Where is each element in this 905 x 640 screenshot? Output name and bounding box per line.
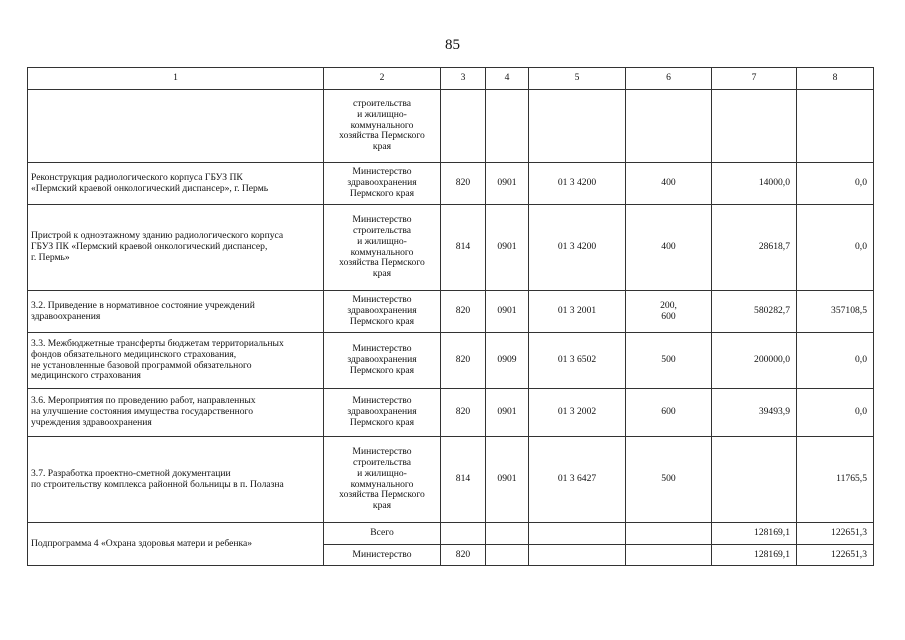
row-org: Всего — [324, 523, 441, 545]
row-c3: 814 — [441, 437, 486, 523]
row-c7 — [712, 437, 797, 523]
row-name: 3.2. Приведение в нормативное состояние учреждений здравоохранения — [28, 291, 324, 333]
header-cell: 5 — [529, 68, 626, 90]
row-org: Министерство здравоохранения Пермского края — [324, 291, 441, 333]
row-c7 — [712, 90, 797, 163]
row-c6: 600 — [626, 389, 712, 437]
table-row — [28, 291, 874, 333]
table-row — [28, 205, 874, 291]
row-c7: 14000,0 — [712, 163, 797, 205]
row-c7: 200000,0 — [712, 333, 797, 389]
header-row — [28, 68, 874, 90]
row-c3: 820 — [441, 163, 486, 205]
row-c5: 01 3 6427 — [529, 437, 626, 523]
row-c5: 01 3 6502 — [529, 333, 626, 389]
row-c4: 0901 — [486, 291, 529, 333]
row-name: 3.7. Разработка проектно-сметной документации по строительству комплекса районной больницы в п. Полазна — [28, 437, 324, 523]
row-c3: 820 — [441, 389, 486, 437]
row-c7: 128169,1 — [712, 545, 797, 566]
row-c3: 814 — [441, 205, 486, 291]
table-row — [28, 163, 874, 205]
row-org: Министерство строительства и жилищно- коммунального хозяйства Пермского края — [324, 205, 441, 291]
header-cell: 7 — [712, 68, 797, 90]
row-c4 — [486, 545, 529, 566]
row-name: Подпрограмма 4 «Охрана здоровья матери и ребенка» — [28, 523, 324, 566]
row-name: Реконструкция радиологического корпуса ГБУЗ ПК «Пермский краевой онкологический диспансер», г. Пермь — [28, 163, 324, 205]
row-c8: 0,0 — [797, 333, 874, 389]
row-c5: 01 3 2002 — [529, 389, 626, 437]
row-name: Пристрой к одноэтажному зданию радиологического корпуса ГБУЗ ПК «Пермский краевой онкологический диспансер, г. Пермь» — [28, 205, 324, 291]
row-c6 — [626, 90, 712, 163]
row-c6: 200, 600 — [626, 291, 712, 333]
row-c6: 500 — [626, 333, 712, 389]
row-c3: 820 — [441, 333, 486, 389]
row-c4: 0901 — [486, 437, 529, 523]
row-c5: 01 3 4200 — [529, 205, 626, 291]
row-c5 — [529, 523, 626, 545]
row-c5 — [529, 90, 626, 163]
row-c4: 0901 — [486, 389, 529, 437]
row-org: Министерство здравоохранения Пермского края — [324, 389, 441, 437]
row-name — [28, 90, 324, 163]
row-c3: 820 — [441, 545, 486, 566]
table-row — [28, 90, 874, 163]
row-c5 — [529, 545, 626, 566]
row-c8: 357108,5 — [797, 291, 874, 333]
row-c3 — [441, 523, 486, 545]
header-cell: 1 — [28, 68, 324, 90]
table-row — [28, 333, 874, 389]
row-c8: 0,0 — [797, 163, 874, 205]
row-c6: 400 — [626, 205, 712, 291]
table-row — [28, 523, 874, 545]
row-c7: 39493,9 — [712, 389, 797, 437]
row-org: Министерство здравоохранения Пермского края — [324, 333, 441, 389]
row-org: Министерство — [324, 545, 441, 566]
row-c8: 0,0 — [797, 205, 874, 291]
row-c5: 01 3 4200 — [529, 163, 626, 205]
row-c8: 122651,3 — [797, 523, 874, 545]
row-c3 — [441, 90, 486, 163]
row-org: строительства и жилищно- коммунального хозяйства Пермского края — [324, 90, 441, 163]
row-org: Министерство строительства и жилищно- коммунального хозяйства Пермского края — [324, 437, 441, 523]
row-c6 — [626, 545, 712, 566]
table-row — [28, 389, 874, 437]
row-c7: 128169,1 — [712, 523, 797, 545]
row-c7: 580282,7 — [712, 291, 797, 333]
row-c7: 28618,7 — [712, 205, 797, 291]
header-cell: 3 — [441, 68, 486, 90]
header-cell: 6 — [626, 68, 712, 90]
row-org: Министерство здравоохранения Пермского края — [324, 163, 441, 205]
row-c4: 0901 — [486, 205, 529, 291]
row-c8: 122651,3 — [797, 545, 874, 566]
table-row — [28, 437, 874, 523]
header-cell: 4 — [486, 68, 529, 90]
row-c8 — [797, 90, 874, 163]
header-cell: 2 — [324, 68, 441, 90]
row-name: 3.3. Межбюджетные трансферты бюджетам территориальных фондов обязательного медицинского страхования, не установленные базовой программой обязательного медицинского страхования — [28, 333, 324, 389]
budget-table — [27, 67, 874, 566]
header-cell: 8 — [797, 68, 874, 90]
row-c8: 0,0 — [797, 389, 874, 437]
row-c6: 500 — [626, 437, 712, 523]
row-c4 — [486, 90, 529, 163]
row-c6: 400 — [626, 163, 712, 205]
row-name: 3.6. Мероприятия по проведению работ, направленных на улучшение состояния имущества государственного учреждения здравоохранения — [28, 389, 324, 437]
page-number: 85 — [445, 37, 460, 53]
row-c4: 0901 — [486, 163, 529, 205]
row-c4 — [486, 523, 529, 545]
row-c3: 820 — [441, 291, 486, 333]
row-c8: 11765,5 — [797, 437, 874, 523]
row-c5: 01 3 2001 — [529, 291, 626, 333]
row-c4: 0909 — [486, 333, 529, 389]
row-c6 — [626, 523, 712, 545]
